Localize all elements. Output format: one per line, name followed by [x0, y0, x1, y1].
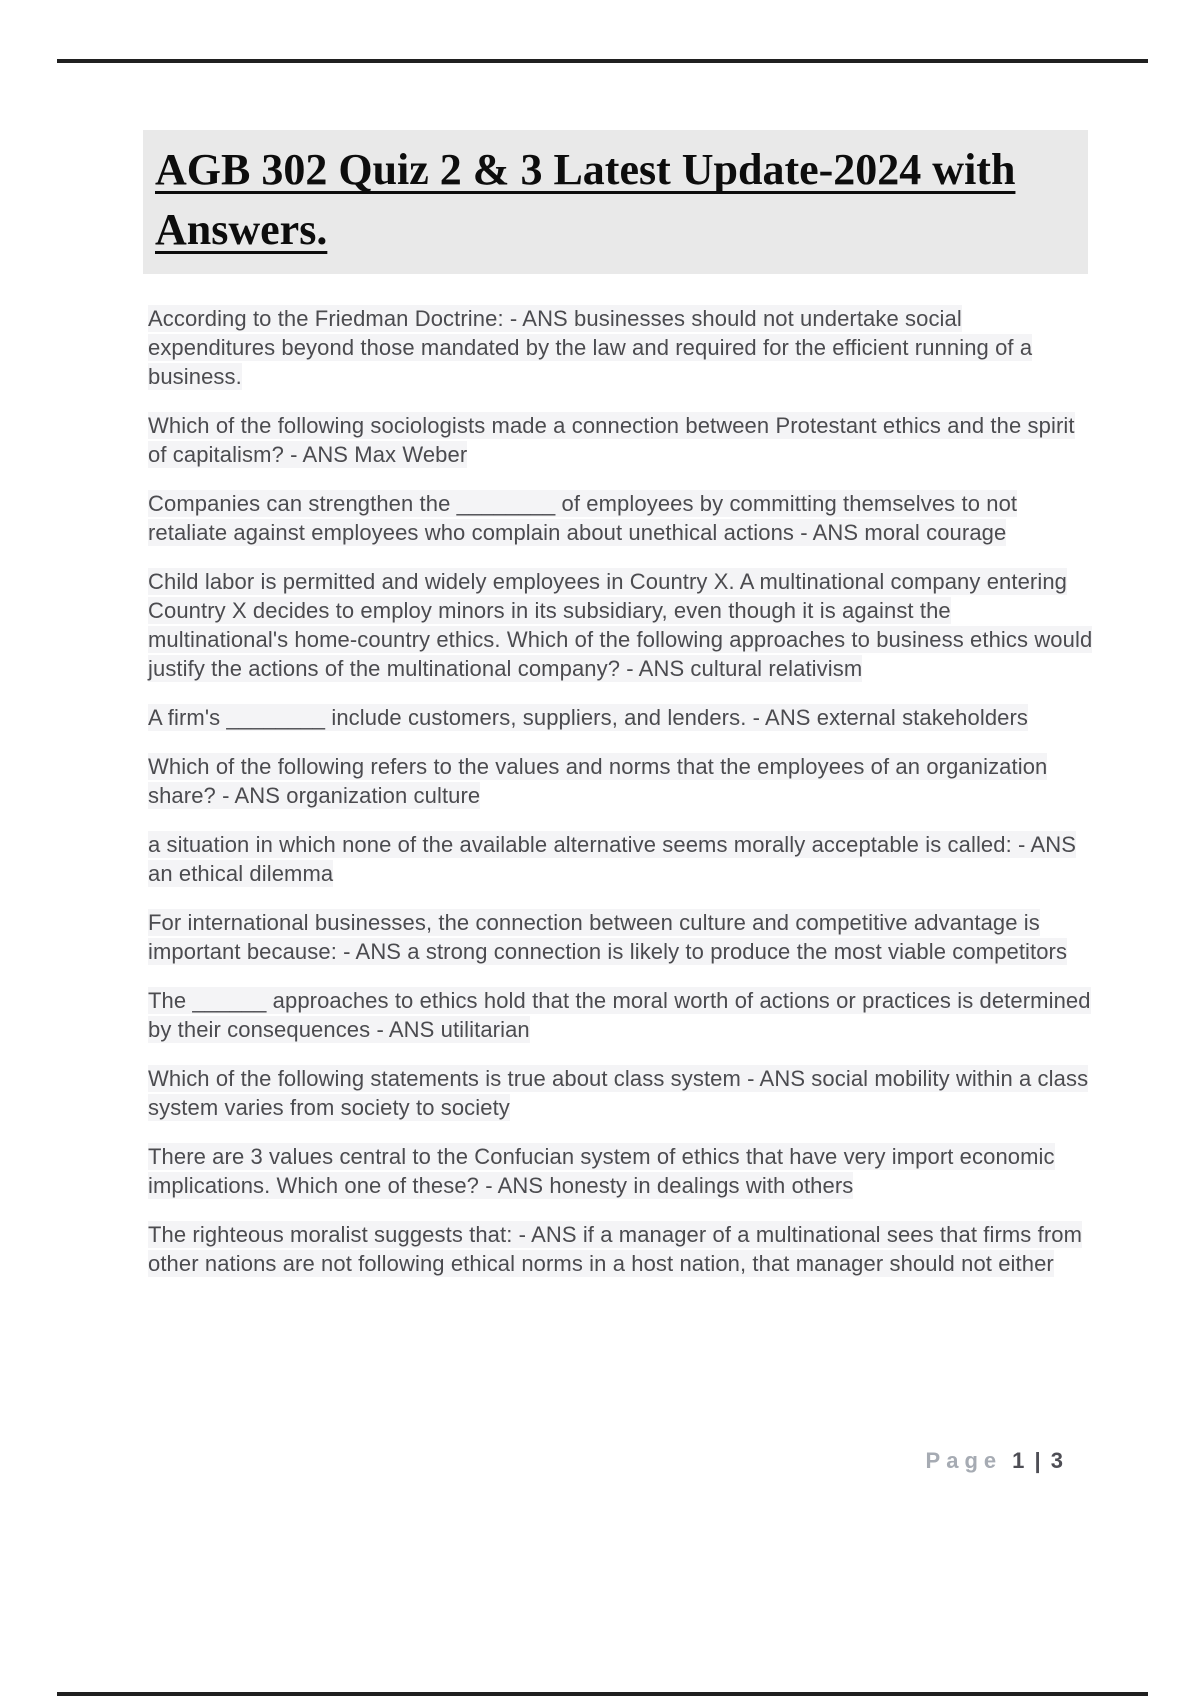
qa-paragraph: Companies can strengthen the ________ of employees by committing themselves to not retaliate against employees who complain about unethical actions - ANS moral courage: [148, 491, 1018, 545]
page-footer: [148, 1448, 1095, 1474]
qa-paragraph: The righteous moralist suggests that: - ANS if a manager of a multinational sees that firms from other nations are not following ethical norms in a host nation, that manager should not either: [148, 1222, 1083, 1276]
qa-paragraph: a situation in which none of the available alternative seems morally acceptable is called: - ANS an ethical dilemma: [148, 832, 1076, 886]
qa-paragraph: The ______ approaches to ethics hold that the moral worth of actions or practices is determined by their consequences - ANS utilitarian: [148, 988, 1091, 1042]
footer-page-number: 1 | 3: [1012, 1448, 1065, 1473]
page-title: AGB 302 Quiz 2 & 3 Latest Update-2024 with Answers.: [155, 145, 1016, 254]
qa-paragraph-list: [148, 304, 1095, 1278]
qa-paragraph: For international businesses, the connection between culture and competitive advantage is important because: - ANS a strong connection is likely to produce the most viable competitors: [148, 910, 1068, 964]
page-content: [148, 130, 1095, 1298]
bottom-border-rule: [57, 1692, 1148, 1696]
qa-paragraph: Which of the following refers to the values and norms that the employees of an organization share? - ANS organization culture: [148, 754, 1048, 808]
qa-paragraph: Child labor is permitted and widely employees in Country X. A multinational company entering Country X decides to employ minors in its subsidiary, even though it is against the multinational's home-country ethics. Which of the following approaches to business ethics would justify the actions of the multinational company? - ANS cultural relativism: [148, 569, 1093, 681]
footer-page-label: Page: [925, 1448, 1003, 1473]
title-highlight-block: [143, 130, 1088, 274]
qa-paragraph: Which of the following sociologists made a connection between Protestant ethics and the spirit of capitalism? - ANS Max Weber: [148, 413, 1075, 467]
qa-paragraph: There are 3 values central to the Confucian system of ethics that have very import economic implications. Which one of these? - ANS honesty in dealings with others: [148, 1144, 1055, 1198]
qa-paragraph: According to the Friedman Doctrine: - ANS businesses should not undertake social expenditures beyond those mandated by the law and required for the efficient running of a business.: [148, 306, 1033, 389]
top-border-rule: [57, 59, 1148, 63]
qa-paragraph: A firm's ________ include customers, suppliers, and lenders. - ANS external stakeholders: [148, 705, 1029, 730]
qa-paragraph: Which of the following statements is true about class system - ANS social mobility within a class system varies from society to society: [148, 1066, 1089, 1120]
